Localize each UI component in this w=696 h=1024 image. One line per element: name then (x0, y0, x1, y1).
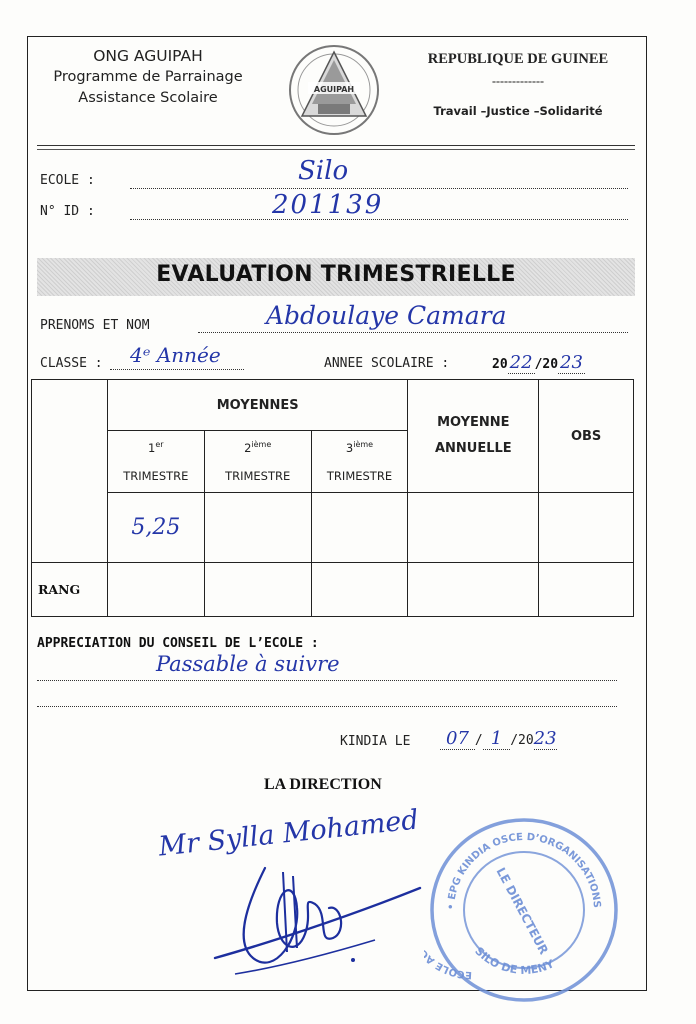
annual-score (408, 493, 539, 563)
ecole-line (130, 172, 628, 189)
obs-rang (539, 563, 634, 617)
annual-rang (408, 563, 539, 617)
appreciation-value: Passable à suivre (156, 652, 340, 676)
t3-num: 3 (345, 440, 354, 455)
t3-rang (311, 563, 408, 617)
annee-label: ANNEE SCOLAIRE : (324, 356, 450, 371)
date-year-hand: 23 (533, 728, 557, 749)
org-logo (286, 42, 382, 138)
school-stamp (424, 812, 624, 1008)
program-line-1: Programme de Parrainage (53, 69, 243, 85)
id-label: N° ID : (40, 204, 95, 219)
rang-label: RANG (32, 563, 108, 617)
t2-rang (204, 563, 311, 617)
year-hand-2: 23 (560, 352, 583, 373)
t2-sup: ième (251, 440, 272, 450)
classe-value: 4ᵉ Année (130, 343, 221, 367)
appreciation-label: APPRECIATION DU CONSEIL DE L’ECOLE : (37, 636, 319, 651)
classe-label: CLASSE : (40, 356, 103, 371)
t3-score (311, 493, 408, 563)
trimester-3-header (311, 431, 408, 493)
year-prefix-1: 20 (492, 357, 508, 372)
t3-label: TRIMESTRE (326, 468, 393, 483)
student-name: Abdoulaye Camara (266, 301, 507, 330)
t3-sup: ième (353, 440, 374, 450)
year-prefix-2: 20 (542, 357, 559, 372)
table-header-row (32, 380, 634, 431)
t1-label: TRIMESTRE (123, 468, 189, 483)
svg-text:ECOLE AGUIPAH (424, 917, 472, 980)
stamp-bottom-text: SILO DE MENY (472, 944, 557, 978)
date-place-label: KINDIA LE (340, 734, 411, 749)
t1-rang (107, 563, 204, 617)
date-value: 07 / 1 / 20 23 (440, 728, 557, 750)
scores-row (32, 493, 634, 563)
stamp-left-text: ECOLE A (424, 952, 473, 981)
document-title: EVALUATION TRIMESTRIELLE (156, 262, 516, 287)
handwritten-signature (205, 848, 445, 983)
date-month: 1 (483, 728, 510, 750)
obs-score (539, 493, 634, 563)
obs-header: OBS (539, 380, 634, 493)
annuelle-header-line-2: ANNUELLE (434, 441, 512, 456)
signer-name: Mr Sylla Mohamed (157, 804, 420, 863)
direction-label: LA DIRECTION (264, 776, 382, 793)
stamp-top-text: • EPG KINDIA OSCE D’ORGANISATIONS (445, 831, 603, 911)
annuelle-header-line-1: MOYENNE (437, 415, 510, 430)
rang-row (32, 563, 634, 617)
t2-label: TRIMESTRE (225, 468, 291, 483)
moyenne-annuelle-header (408, 380, 539, 493)
year-hand-1: 22 (509, 352, 533, 373)
t1-sup: er (155, 440, 164, 450)
country-motto: Travail –Justice –Solidarité (433, 104, 603, 118)
header-separator: ------------- (492, 74, 544, 88)
appreciation-line-2 (37, 692, 617, 707)
date-day: 07 (440, 728, 475, 750)
t2-score (204, 493, 311, 563)
date-year-prefix: 20 (518, 733, 534, 748)
ecole-value: Silo (298, 156, 349, 186)
t1-num: 1 (148, 440, 156, 455)
trimester-2-header (204, 431, 311, 493)
country-name: REPUBLIQUE DE GUINEE (427, 51, 609, 67)
trimester-1-header (107, 431, 204, 493)
program-line-2: Assistance Scolaire (78, 90, 218, 106)
stamp-center-text: LE DIRECTEUR (493, 865, 551, 957)
org-name: ONG AGUIPAH (93, 47, 203, 65)
grades-table (31, 379, 634, 617)
blank-label-cell (32, 380, 108, 563)
org-block (30, 46, 266, 109)
moyennes-header: MOYENNES (107, 380, 408, 431)
id-value: 201139 (272, 190, 384, 220)
header-divider (37, 145, 635, 150)
name-label: PRENOMS ET NOM (40, 318, 150, 333)
t1-score: 5,25 (107, 493, 204, 563)
school-year (492, 352, 585, 374)
t2-num: 2 (244, 440, 252, 455)
logo-text: AGUIPAH (313, 85, 355, 94)
ecole-label: ECOLE : (40, 173, 95, 188)
year-separator: / (534, 357, 543, 372)
